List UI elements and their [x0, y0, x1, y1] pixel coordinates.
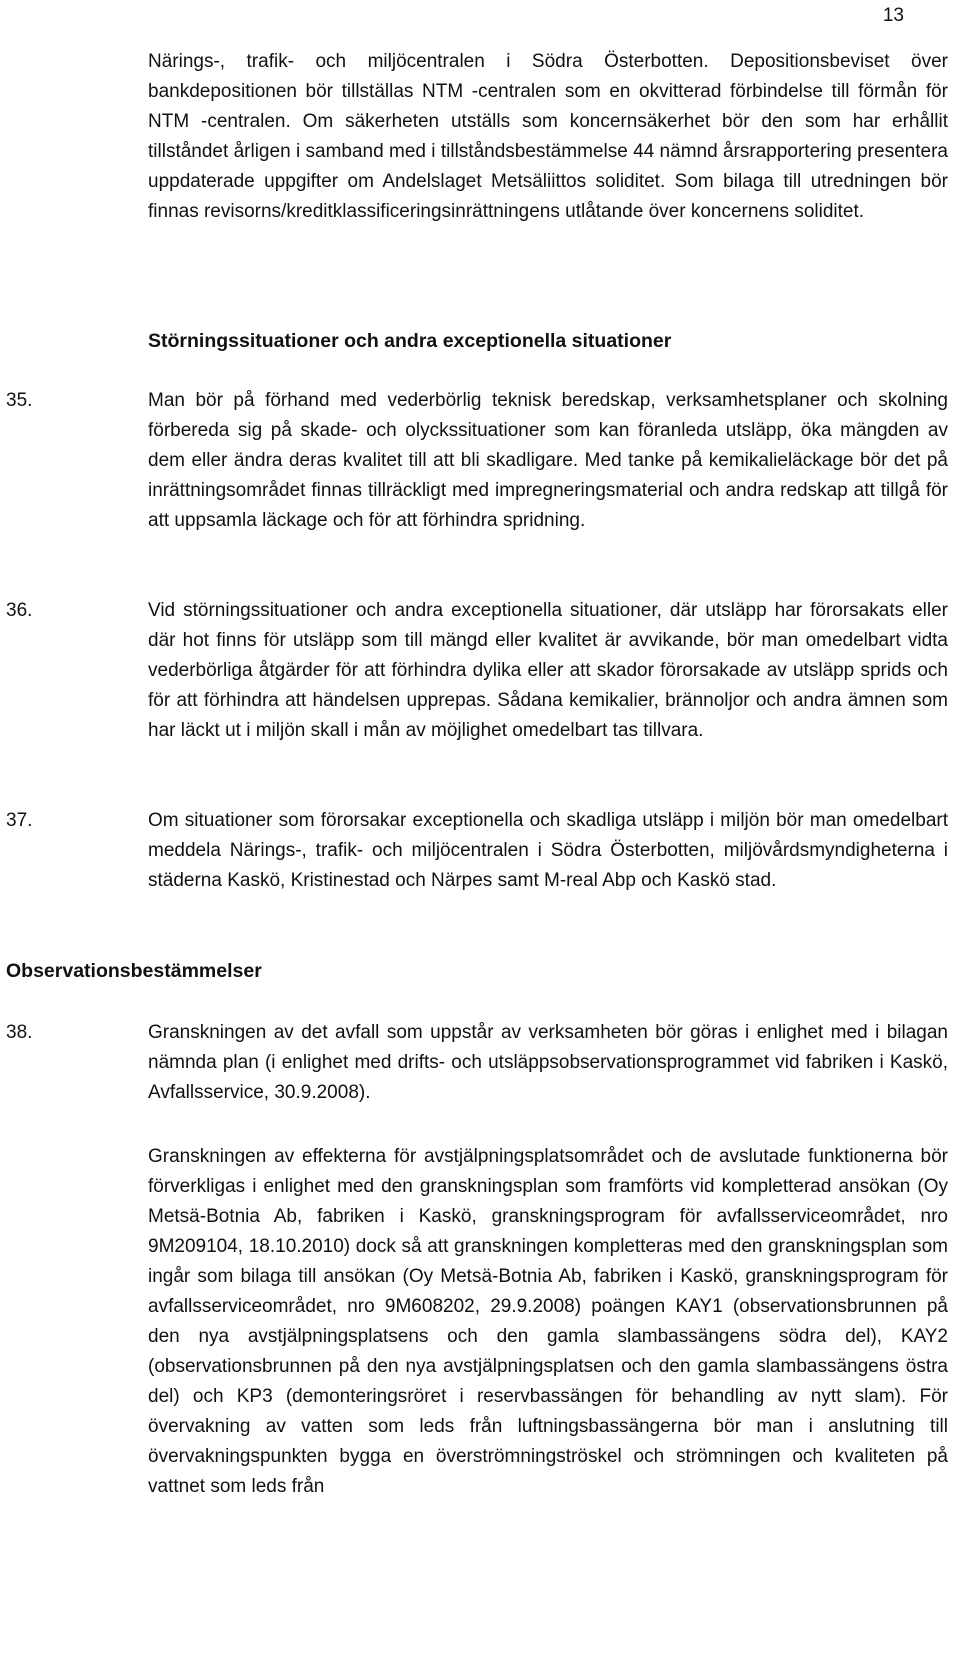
item-text-35: Man bör på förhand med vederbörlig teknisk beredskap, verksamhetsplaner och skolning förbereda sig på skade- och olyckssituationer som kan föranleda utsläpp, öka mängden av dem eller ändra deras kvalitet till att bli skadligare. Med tanke på kemikalieläckage bör det på inrättningsområdet finnas tillräckligt med impregneringsmaterial och andra redskap att tillgå för att uppsamla läckage och för att förhindra spridning.	[148, 390, 948, 531]
item-number-35: 35.	[6, 390, 33, 411]
item-number-37: 37.	[6, 810, 33, 831]
item-number-36: 36.	[6, 600, 33, 621]
item-text-38: Granskningen av det avfall som uppstår av verksamheten bör göras i enlighet med i bilagan nämnda plan (i enlighet med drifts- och utsläppsobservationsprogrammet vid fabriken i Kaskö, Avfallsservice, 30.9.2008).	[148, 1022, 948, 1103]
item-text-36: Vid störningssituationer och andra exceptionella situationer, där utsläpp har förorsakats eller där hot finns för utsläpp som till mängd eller kvalitet är avvikande, bör man omedelbart vidta vederbörliga åtgärder för att förhindra dylika eller att skador förorsakade av utsläpp sprids och för att förhindra att händelsen upprepas. Sådana kemikalier, brännoljor och andra ämnen som har läckt ut i miljön skall i mån av möjlighet omedelbart tas tillvara.	[148, 600, 948, 741]
page-number: 13	[882, 5, 904, 26]
section-heading-disturbances: Störningssituationer och andra exceptionella situationer	[148, 330, 672, 352]
item-text-37: Om situationer som förorsakar exceptionella och skadliga utsläpp i miljön bör man omedelbart meddela Närings-, trafik- och miljöcentralen i Södra Österbotten, miljövårdsmyndigheterna i städerna Kaskö, Kristinestad och Närpes samt M-real Abp och Kaskö stad.	[148, 810, 948, 891]
intro-paragraph: Närings-, trafik- och miljöcentralen i Södra Österbotten. Depositionsbeviset över bankdepositionen bör tillställas NTM -centralen som en okvitterad förbindelse till förmån för NTM -centralen. Om säkerheten utställs som koncernsäkerhet bör den som har erhållit tillståndet årligen i samband med i tillståndsbestämmelse 44 nämnd årsrapportering presentera uppdaterade uppgifter om Andelslaget Metsäliittos soliditet. Som bilaga till utredningen bör finnas revisorns/kreditklassificeringsinrättningens utlåtande över koncernens soliditet.	[148, 51, 948, 222]
item-number-38: 38.	[6, 1022, 33, 1043]
section-heading-observation: Observationsbestämmelser	[6, 960, 262, 982]
item-text-38-continuation: Granskningen av effekterna för avstjälpningsplatsområdet och de avslutade funktionerna bör förverkligas i enlighet med den granskningsplan som framförts vid kompletterad ansökan (Oy Metsä-Botnia Ab, fabriken i Kaskö, granskningsprogram för avfallsserviceområdet, nro 9M209104, 18.10.2010) dock så att granskningen kompletteras med den granskningsplan som ingår som bilaga till ansökan (Oy Metsä-Botnia Ab, fabriken i Kaskö, granskningsprogram för avfallsserviceområdet, nro 9M608202, 29.9.2008) poängen KAY1 (observationsbrunnen på den nya avstjälpningsplatsens och den gamla slambassängens södra del), KAY2 (observationsbrunnen på den nya avstjälpningsplatsen och den gamla slambassängens östra del) och KP3 (demonteringsröret i reservbassängen för behandling av nytt slam). För övervakning av vatten som leds från luftningsbassängerna bör man i anslutning till övervakningspunkten bygga en överströmningströskel och strömningen och kvaliteten på vattnet som leds från	[148, 1146, 948, 1497]
